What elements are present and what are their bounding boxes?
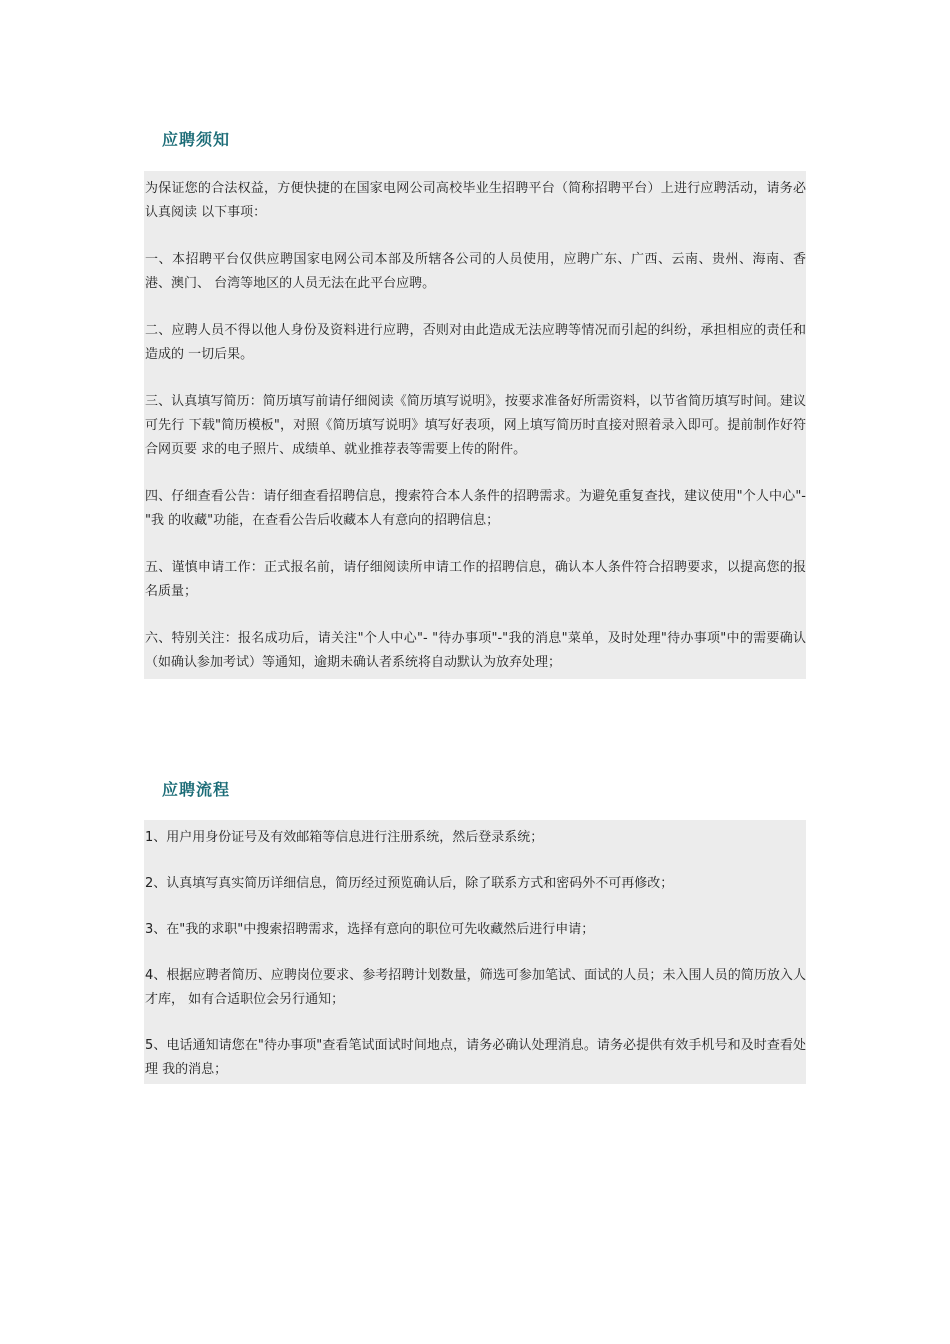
process-step: 5、电话通知请您在"待办事项"查看笔试面试时间地点，请务必确认处理消息。请务必提供有效手机号和及时查看处理 我的消息； [145, 1038, 806, 1077]
process-step: 2、认真填写真实简历详细信息，简历经过预览确认后，除了联系方式和密码外不可再修改； [145, 876, 674, 891]
process-title: 应聘流程 [162, 780, 231, 799]
notice-panel [144, 171, 806, 679]
notice-paragraph: 为保证您的合法权益，方便快捷的在国家电网公司高校毕业生招聘平台（简称招聘平台）上进行应聘活动，请务必认真阅读 以下事项： [145, 181, 806, 220]
notice-paragraph: 三、认真填写简历：简历填写前请仔细阅读《简历填写说明》，按要求准备好所需资料，以节省简历填写时间。建议可先行 下载"简历模板"，对照《简历填写说明》填写好表项，网上填写简历时直接对照着录入即可。提前制作好符合网页要 求的电子照片、成绩单、就业推荐表等需要上传的附件。 [145, 394, 806, 457]
process-step: 3、在"我的求职"中搜索招聘需求，选择有意向的职位可先收藏然后进行申请； [145, 922, 595, 937]
notice-paragraph: 一、本招聘平台仅供应聘国家电网公司本部及所辖各公司的人员使用，应聘广东、广西、云南、贵州、海南、香港、澳门、 台湾等地区的人员无法在此平台应聘。 [145, 252, 806, 291]
notice-paragraph: 四、仔细查看公告：请仔细查看招聘信息，搜索符合本人条件的招聘需求。为避免重复查找，建议使用"个人中心"-"我 的收藏"功能，在查看公告后收藏本人有意向的招聘信息； [145, 489, 806, 528]
notice-paragraph: 五、谨慎申请工作：正式报名前，请仔细阅读所申请工作的招聘信息，确认本人条件符合招聘要求，以提高您的报名质量； [145, 560, 806, 599]
notice-paragraph: 六、特别关注：报名成功后，请关注"个人中心"- "待办事项"-"我的消息"菜单，及时处理"待办事项"中的需要确认 （如确认参加考试）等通知，逾期未确认者系统将自动默认为放弃处理； [145, 631, 806, 670]
process-step: 1、用户用身份证号及有效邮箱等信息进行注册系统，然后登录系统； [145, 830, 544, 845]
process-panel [144, 820, 806, 1084]
notice-paragraph: 二、应聘人员不得以他人身份及资料进行应聘，否则对由此造成无法应聘等情况而引起的纠纷，承担相应的责任和造成的 一切后果。 [145, 323, 806, 362]
notice-title: 应聘须知 [162, 130, 231, 149]
process-step: 4、根据应聘者简历、应聘岗位要求、参考招聘计划数量，筛选可参加笔试、面试的人员；未入围人员的简历放入人才库， 如有合适职位会另行通知； [145, 968, 806, 1007]
